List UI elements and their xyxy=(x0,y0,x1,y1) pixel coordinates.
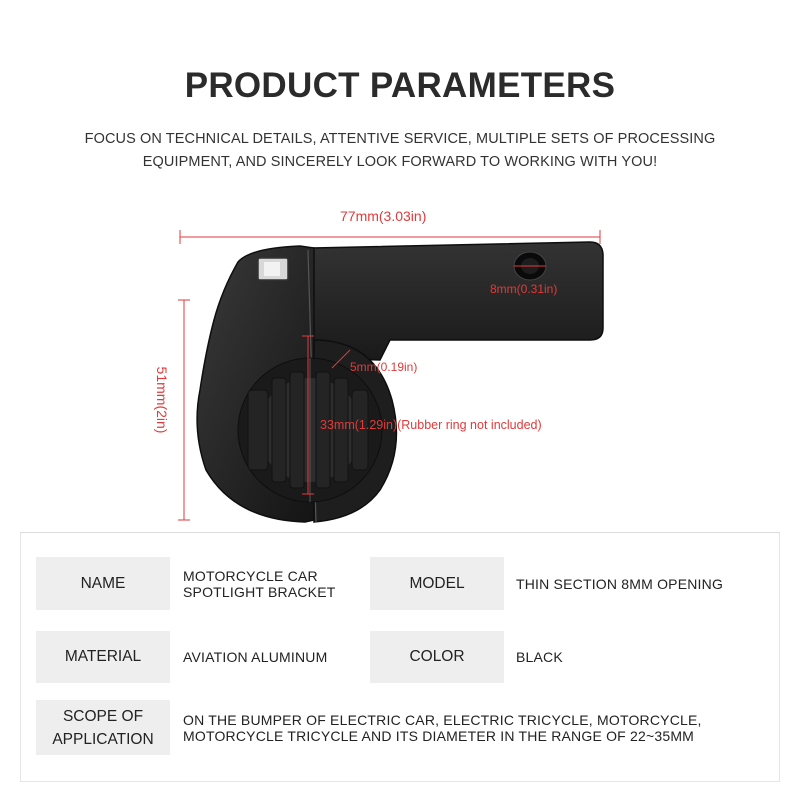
subtitle-line-1: FOCUS ON TECHNICAL DETAILS, ATTENTIVE SERVICE, MULTIPLE SETS OF PROCESSING xyxy=(84,131,716,147)
page-subtitle xyxy=(40,128,760,174)
name-value-line-1: MOTORCYCLE CAR xyxy=(183,567,318,584)
model-label: MODEL xyxy=(370,557,504,610)
model-value: THIN SECTION 8MM OPENING xyxy=(516,575,724,592)
height-dimension-line xyxy=(178,300,190,520)
scope-label xyxy=(36,700,170,755)
page-title: PRODUCT PARAMETERS xyxy=(184,66,616,105)
scope-value-line-1: ON THE BUMPER OF ELECTRIC CAR, ELECTRIC TRICYCLE, MOTORCYCLE, xyxy=(183,711,702,728)
name-label: NAME xyxy=(36,557,170,610)
bore-label: 33mm(1.29in)(Rubber ring not included) xyxy=(320,418,542,432)
name-value-line-2: SPOTLIGHT BRACKET xyxy=(183,583,336,600)
name-value xyxy=(173,557,368,610)
scope-label-line-1: SCOPE OF xyxy=(62,707,144,725)
scope-label-line-2: APPLICATION xyxy=(52,730,154,748)
color-label: COLOR xyxy=(370,631,504,683)
scope-value xyxy=(173,700,768,755)
width-dimension-line xyxy=(180,230,600,244)
width-label: 77mm(3.03in) xyxy=(340,208,427,224)
wall-label: 5mm(0.19in) xyxy=(350,360,418,374)
subtitle-line-2: EQUIPMENT, AND SINCERELY LOOK FORWARD TO WORKING WITH YOU! xyxy=(142,154,658,170)
bracket-arm xyxy=(312,242,603,360)
product-figure xyxy=(0,190,800,530)
material-label: MATERIAL xyxy=(36,631,170,683)
height-label: 51mm(2in) xyxy=(154,366,170,434)
color-value: BLACK xyxy=(516,649,563,665)
hole-label: 8mm(0.31in) xyxy=(490,282,558,296)
material-value: AVIATION ALUMINUM xyxy=(183,649,328,665)
scope-value-line-2: MOTORCYCLE TRICYCLE AND ITS DIAMETER IN THE RANGE OF 22~35MM xyxy=(183,727,695,744)
